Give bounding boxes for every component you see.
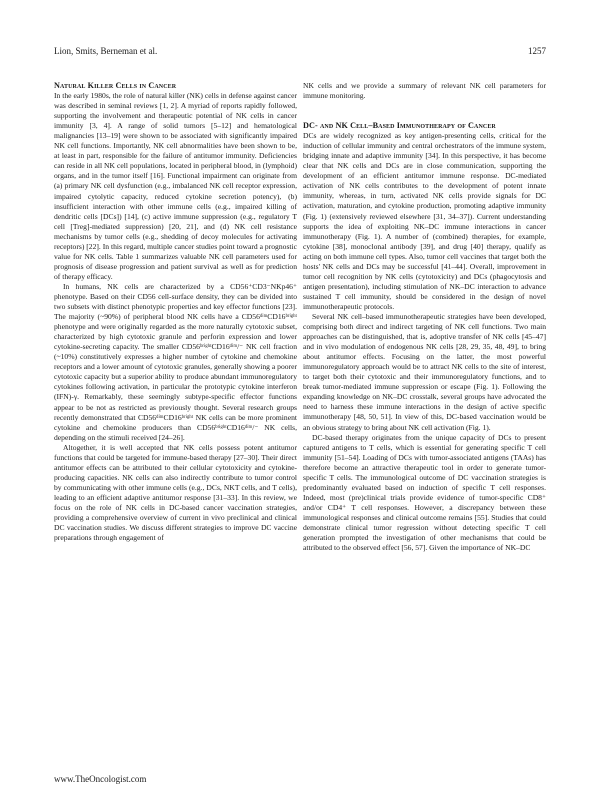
paragraph: DCs are widely recognized as key antigen-presenting cells, critical for the induction of cellular immunity and central orchestrators of the immune system, bridging innate and adaptive immunity [34]. In this perspective, it has become clear that NK cells and DCs are in close communication, supporting the development of an efficient antitumor immune response. DC-mediated activation of NK cells contributes to the development of potent innate immunity, whereas, in turn, activated NK cells provide signals for DC activation, maturation, and cytokine production, promoting adaptive immunity (Fig. 1) (extensively reviewed elsewhere [31, 34–37]). Current understanding supports the idea of exploiting NK–DC immune interactions in cancer immunotherapy (Fig. 1). A number of (combined) therapies, for example, cytokine [38], monoclonal antibody [39], and drug [40] therapy, qualify as acting on both immune cell types. Also, tumor cell vaccines that target both the hosts' NK cells and DCs may be successful [41–44]. Overall, improvement in tumor cell recognition by NK cells (cytotoxicity) and DCs (phagocytosis and antigen presentation), including stimulation of NK–DC interaction to advance sustained T cell immunity, should be considered in the design of novel immunotherapeutic protocols. [303, 131, 546, 311]
footer-journal-url: www.TheOncologist.com [54, 774, 147, 784]
paragraph: In the early 1980s, the role of natural killer (NK) cells in defense against cancer was described in seminal reviews [1, 2]. A myriad of reports rapidly followed, supporting the involvement and therapeutic potential of NK cells in cancer immunity [3, 4]. A range of solid tumors [5–12] and hematological malignancies [13–19] were shown to be associated with significantly impaired NK cell functions. Importantly, NK cell abnormalities have been shown to be, at least in part, responsible for the failure of antitumor immunity. Deficiencies can reside in all NK cell populations, located in peripheral blood, in (lymphoid) organs, and in the tumor itself [16]. Functional impairment can originate from (a) primary NK cell dysfunction (e.g., imbalanced NK cell receptor expression, impaired cytolytic capacity, reduced cytokine secretion potency), (b) insufficient interaction with other immune cells (e.g., impaired killing of dendritic cells [DCs]) [14], (c) active immune suppression (e.g., regulatory T cell [Treg]-mediated suppression) [20, 21], and (d) NK cell resistance mechanisms by tumor cells (e.g., shedding of decoy molecules for activating receptors) [22]. In this regard, multiple cancer studies point toward a prognostic value for NK cells. Table 1 summarizes valuable NK cell parameters used for prognosis of disease progression and patient survival as well as for prediction of therapy efficacy. [54, 91, 297, 281]
left-column [54, 81, 297, 543]
page-number: 1257 [528, 46, 546, 56]
paragraph: DC-based therapy originates from the unique capacity of DCs to present captured antigens to T cells, which is essential for generating specific T cell immunity [51–54]. Loading of DCs with tumor-associated antigens (TAAs) has therefore become an attractive therapeutic tool in order to generate tumor-specific T cells. The immunological outcome of DC vaccination strategies is predominantly evaluated based on induction of specific T cell responses. Indeed, most (pre)clinical trials provide evidence of tumor-specific CD8⁺ and/or CD4⁺ T cell responses. However, a discrepancy between these immunological responses and clinical outcome remains [55]. Studies that could demonstrate clinical tumor regression without detecting specific T cell generation prompted the investigation of other mechanisms that could be attributed to the observed effect [56, 57]. Given the importance of NK–DC [303, 432, 546, 553]
paragraph: Several NK cell–based immunotherapeutic strategies have been developed, comprising both direct and indirect targeting of NK cell functions. Two main approaches can be distinguished, that is, adoptive transfer of NK cells [45–47] and in vivo modulation of endogenous NK cells [28, 29, 35, 48, 49], to bring about antitumor effects. Focusing on the latter, the most powerful immunoregulatory approach would be to attract NK cells to the site of interest, to target both their cytotoxic and their immunoregulatory functions, and to break tumor-mediated immune suppression or escape (Fig. 1). Following the expanding knowledge on NK–DC crosstalk, several groups have advocated the need to harness these immune interactions in the design of active specific immunotherapy [48, 50, 51]. In view of this, DC-based vaccination would be an obvious strategy to bring about NK cell activation (Fig. 1). [303, 311, 546, 432]
paragraph: Altogether, it is well accepted that NK cells possess potent antitumor functions that could be targeted for immune-based therapy [27–30]. Their direct antitumor effects can be attributed to their cellular cytotoxicity and cytokine-producing capacities. NK cells can also indirectly contribute to tumor control by communicating with other immune cells (e.g., DCs, NKT cells, and T cells), leading to an efficient adaptive antitumor response [31–33]. In this review, we focus on the role of NK cells in DC-based cancer vaccination strategies, providing a comprehensive overview of current in vivo preclinical and clinical DC vaccination studies. We discuss different strategies to improve DC vaccine preparations through engagement of [54, 442, 297, 543]
paragraph: In humans, NK cells are characterized by a CD56⁺CD3⁻NKp46⁺ phenotype. Based on their CD56 cell-surface density, they can be divided into two subsets with distinct phenotypic properties and key effector functions [23]. The majority (~90%) of peripheral blood NK cells have a CD56ᵈⁱᵐCD16ᵇʳⁱᵍʰᵗ phenotype and were originally regarded as the more naturally cytotoxic subset, characterized by high cytotoxic granule and perforin expression and lower cytokine-secreting capacity. The smaller CD56ᵇʳⁱᵍʰᵗCD16ᵈⁱᵐ/⁻ NK cell fraction (~10%) constitutively expresses a higher number of cytokine and chemokine receptors and a lower amount of cytotoxic granules, generally showing a poorer cytotoxic capacity but a superior ability to produce abundant immunoregulatory cytokines following activation, in particular the prototypic cytokine interferon (IFN)-γ. Remarkably, these seemingly subtype-specific effector functions appear to be not as restricted as previously thought. Several research groups recently demonstrated that CD56ᵈⁱᵐCD16ᵇʳⁱᵍʰᵗ NK cells can be more prominent cytokine and chemokine producers than CD56ᵇʳⁱᵍʰᵗCD16ᵈⁱᵐ/⁻ NK cells, depending on the stimuli received [24–26]. [54, 281, 297, 442]
paragraph-continuation: NK cells and we provide a summary of relevant NK cell parameters for immune monitoring. [303, 81, 546, 101]
running-head-authors: Lion, Smits, Berneman et al. [54, 46, 158, 56]
section-heading-dc-nk-immunotherapy: DC- and NK Cell–Based Immunotherapy of Cancer [303, 121, 496, 131]
section-heading-nk-cells-in-cancer: Natural Killer Cells in Cancer [54, 81, 177, 90]
right-column [303, 81, 546, 553]
